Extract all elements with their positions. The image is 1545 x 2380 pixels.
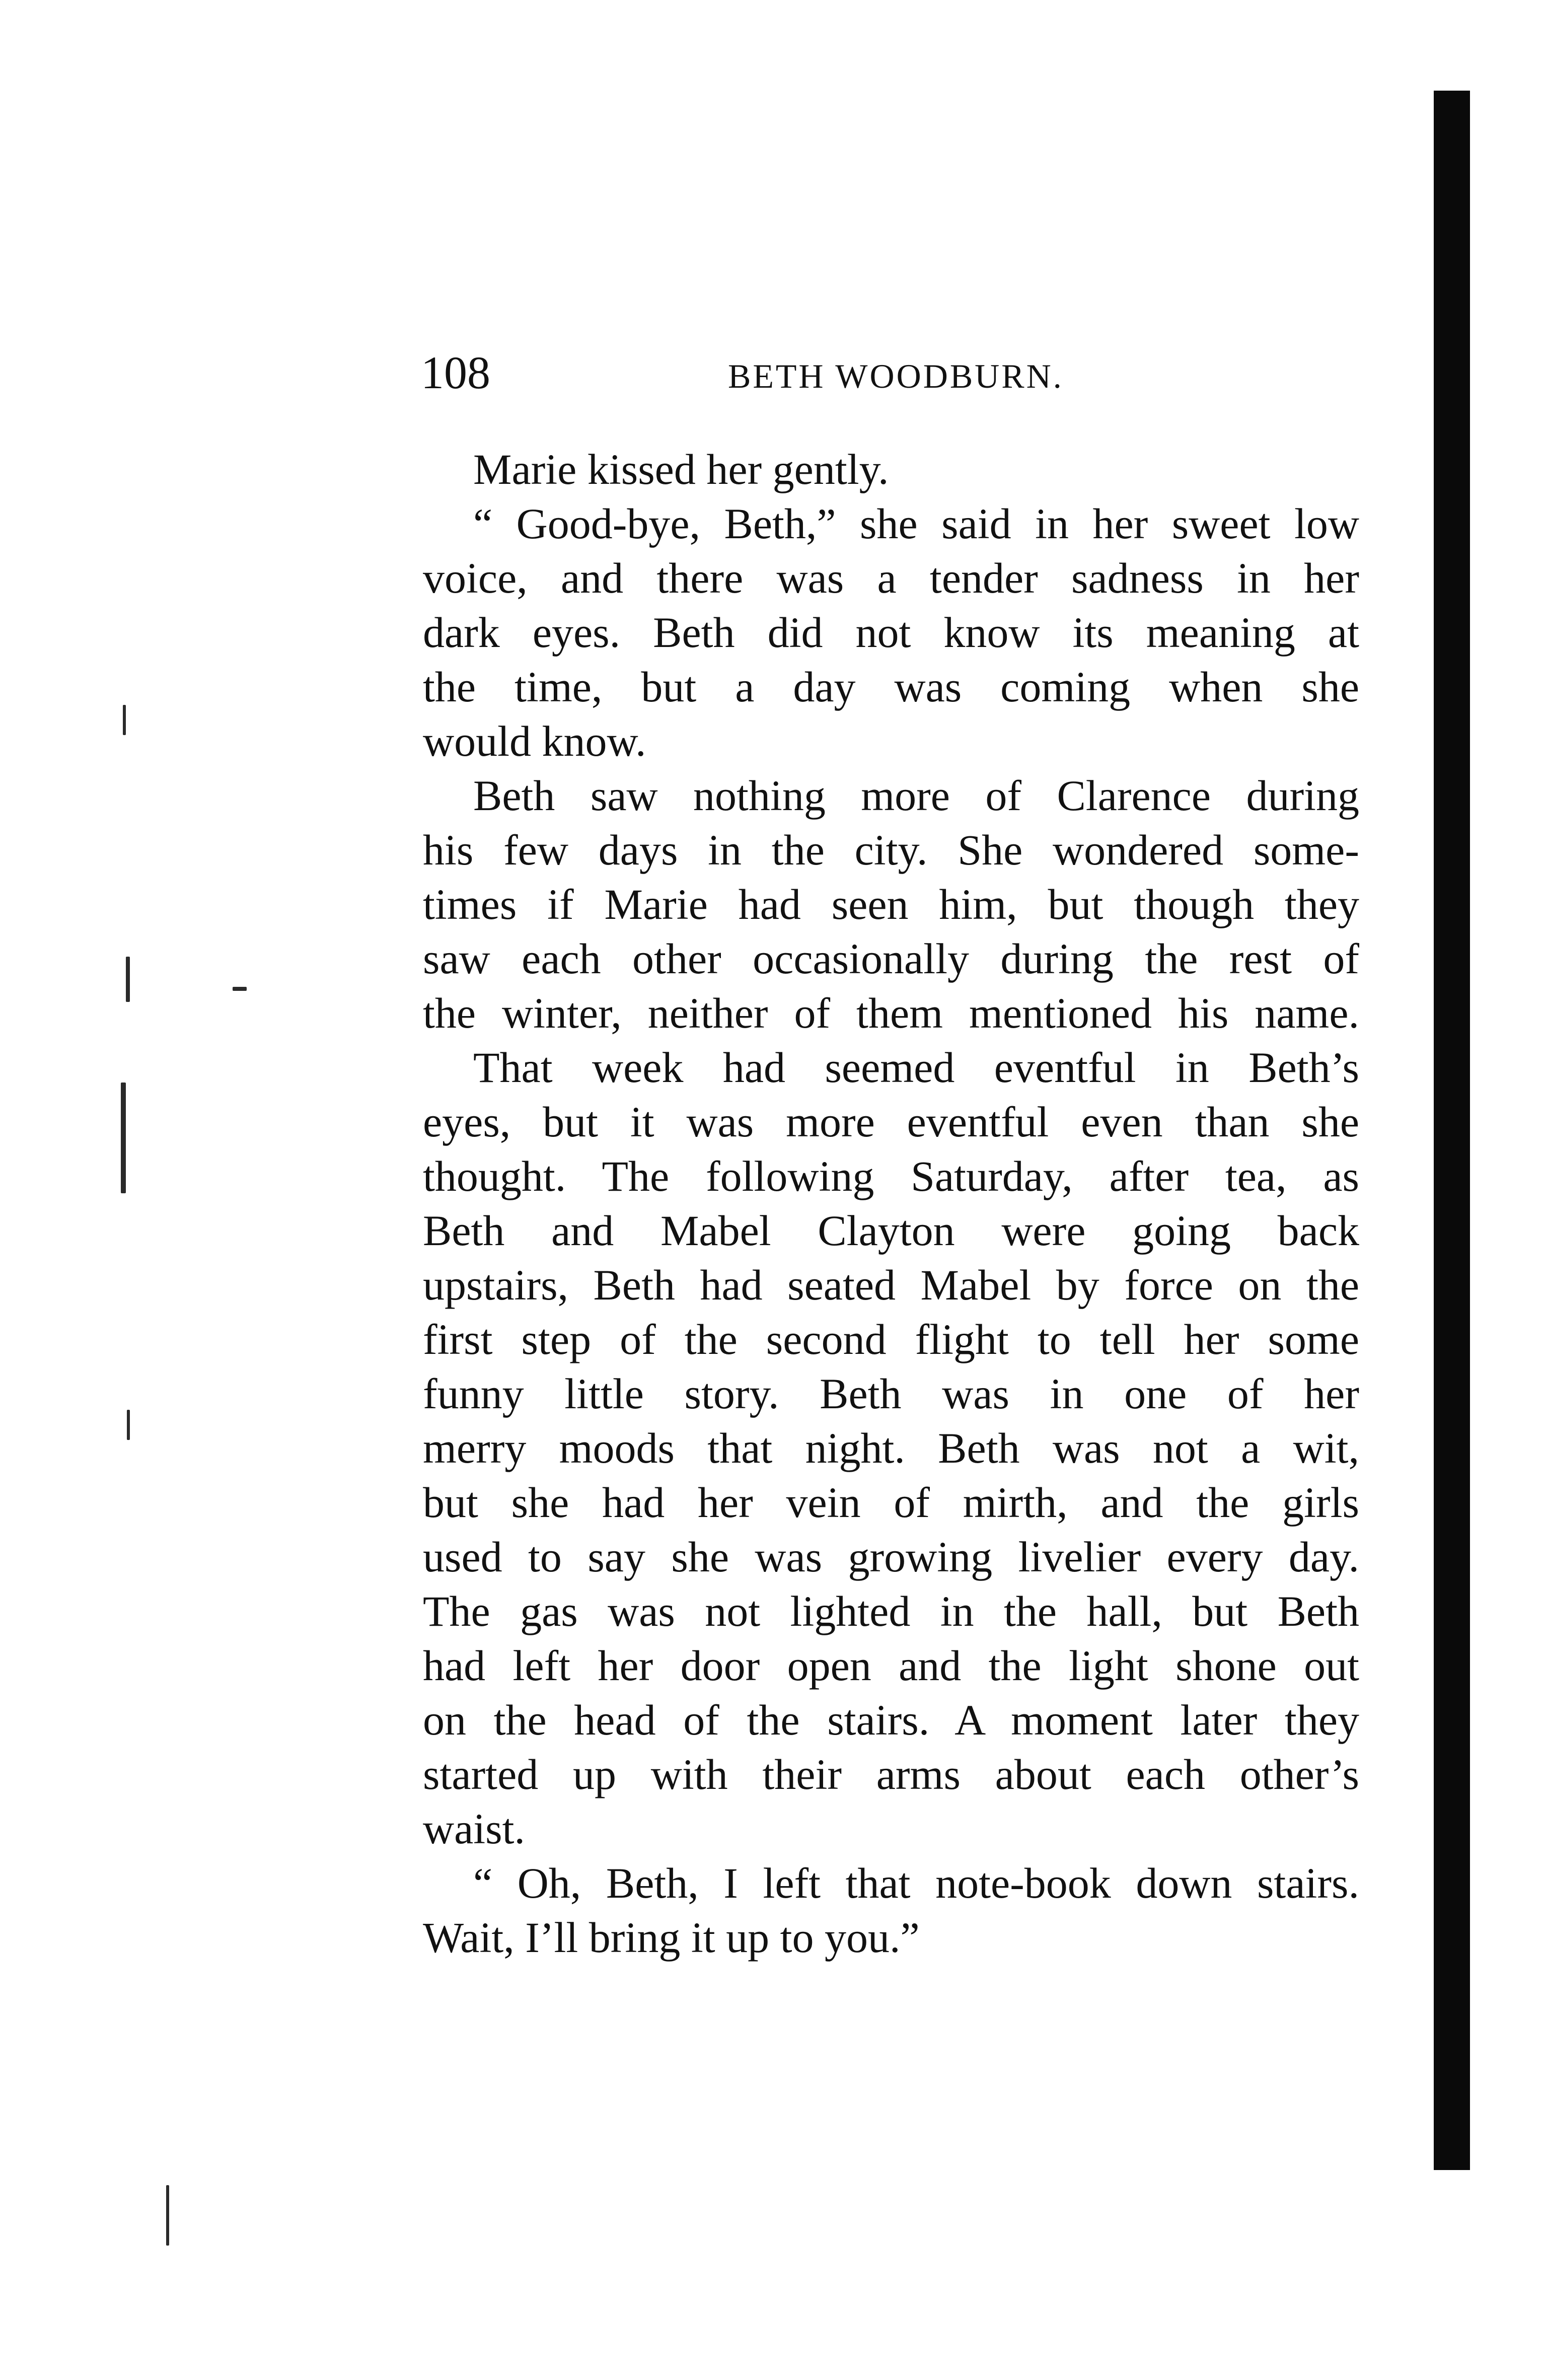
text-line: eyes, but it was more eventful even than she <box>423 1098 1359 1146</box>
scan-speck <box>121 1083 126 1193</box>
text-line: waist. <box>423 1805 526 1853</box>
running-title: BETH WOODBURN. <box>728 357 1064 395</box>
running-head <box>421 342 1377 403</box>
scan-speck <box>123 705 126 735</box>
text-line: upstairs, Beth had seated Mabel by force on the <box>423 1261 1359 1309</box>
text-line: the time, but a day was coming when she <box>423 663 1359 711</box>
text-line: The gas was not lighted in the hall, but Beth <box>423 1587 1359 1635</box>
scan-speck <box>233 987 247 991</box>
text-line: “ Oh, Beth, I left that note-book down stairs. <box>473 1859 1359 1907</box>
text-line: saw each other occasionally during the rest of <box>423 934 1359 983</box>
scan-speck <box>126 957 130 1002</box>
body-text <box>423 442 1359 1965</box>
text-line: on the head of the stairs. A moment later they <box>423 1696 1359 1744</box>
scan-speck <box>166 2185 169 2246</box>
text-line: “ Good-bye, Beth,” she said in her sweet low <box>473 499 1359 548</box>
text-line: started up with their arms about each other’s <box>423 1750 1359 1798</box>
page-number: 108 <box>421 347 490 398</box>
text-line: voice, and there was a tender sadness in her <box>423 554 1359 602</box>
text-line: would know. <box>423 717 646 765</box>
text-line: his few days in the city. She wondered some- <box>423 826 1359 874</box>
scan-speck <box>127 1410 130 1440</box>
text-line: Marie kissed her gently. <box>473 445 889 493</box>
text-line: times if Marie had seen him, but though they <box>423 880 1359 928</box>
text-line: used to say she was growing livelier every day. <box>423 1533 1359 1581</box>
binding-shadow <box>1434 91 1470 2170</box>
text-line: had left her door open and the light shone out <box>423 1641 1359 1690</box>
text-line: thought. The following Saturday, after tea, as <box>423 1152 1359 1200</box>
text-line: merry moods that night. Beth was not a wit, <box>423 1424 1359 1472</box>
text-line: but she had her vein of mirth, and the girls <box>423 1478 1359 1527</box>
text-line: first step of the second flight to tell her some <box>423 1315 1359 1363</box>
text-line: the winter, neither of them mentioned his name. <box>423 989 1359 1037</box>
text-line: Wait, I’ll bring it up to you.” <box>423 1913 920 1962</box>
text-line: Beth and Mabel Clayton were going back <box>423 1206 1359 1255</box>
text-line: funny little story. Beth was in one of her <box>423 1369 1359 1418</box>
text-line: Beth saw nothing more of Clarence during <box>473 771 1359 820</box>
text-line: dark eyes. Beth did not know its meaning at <box>423 608 1359 657</box>
text-line: That week had seemed eventful in Beth’s <box>473 1043 1359 1092</box>
